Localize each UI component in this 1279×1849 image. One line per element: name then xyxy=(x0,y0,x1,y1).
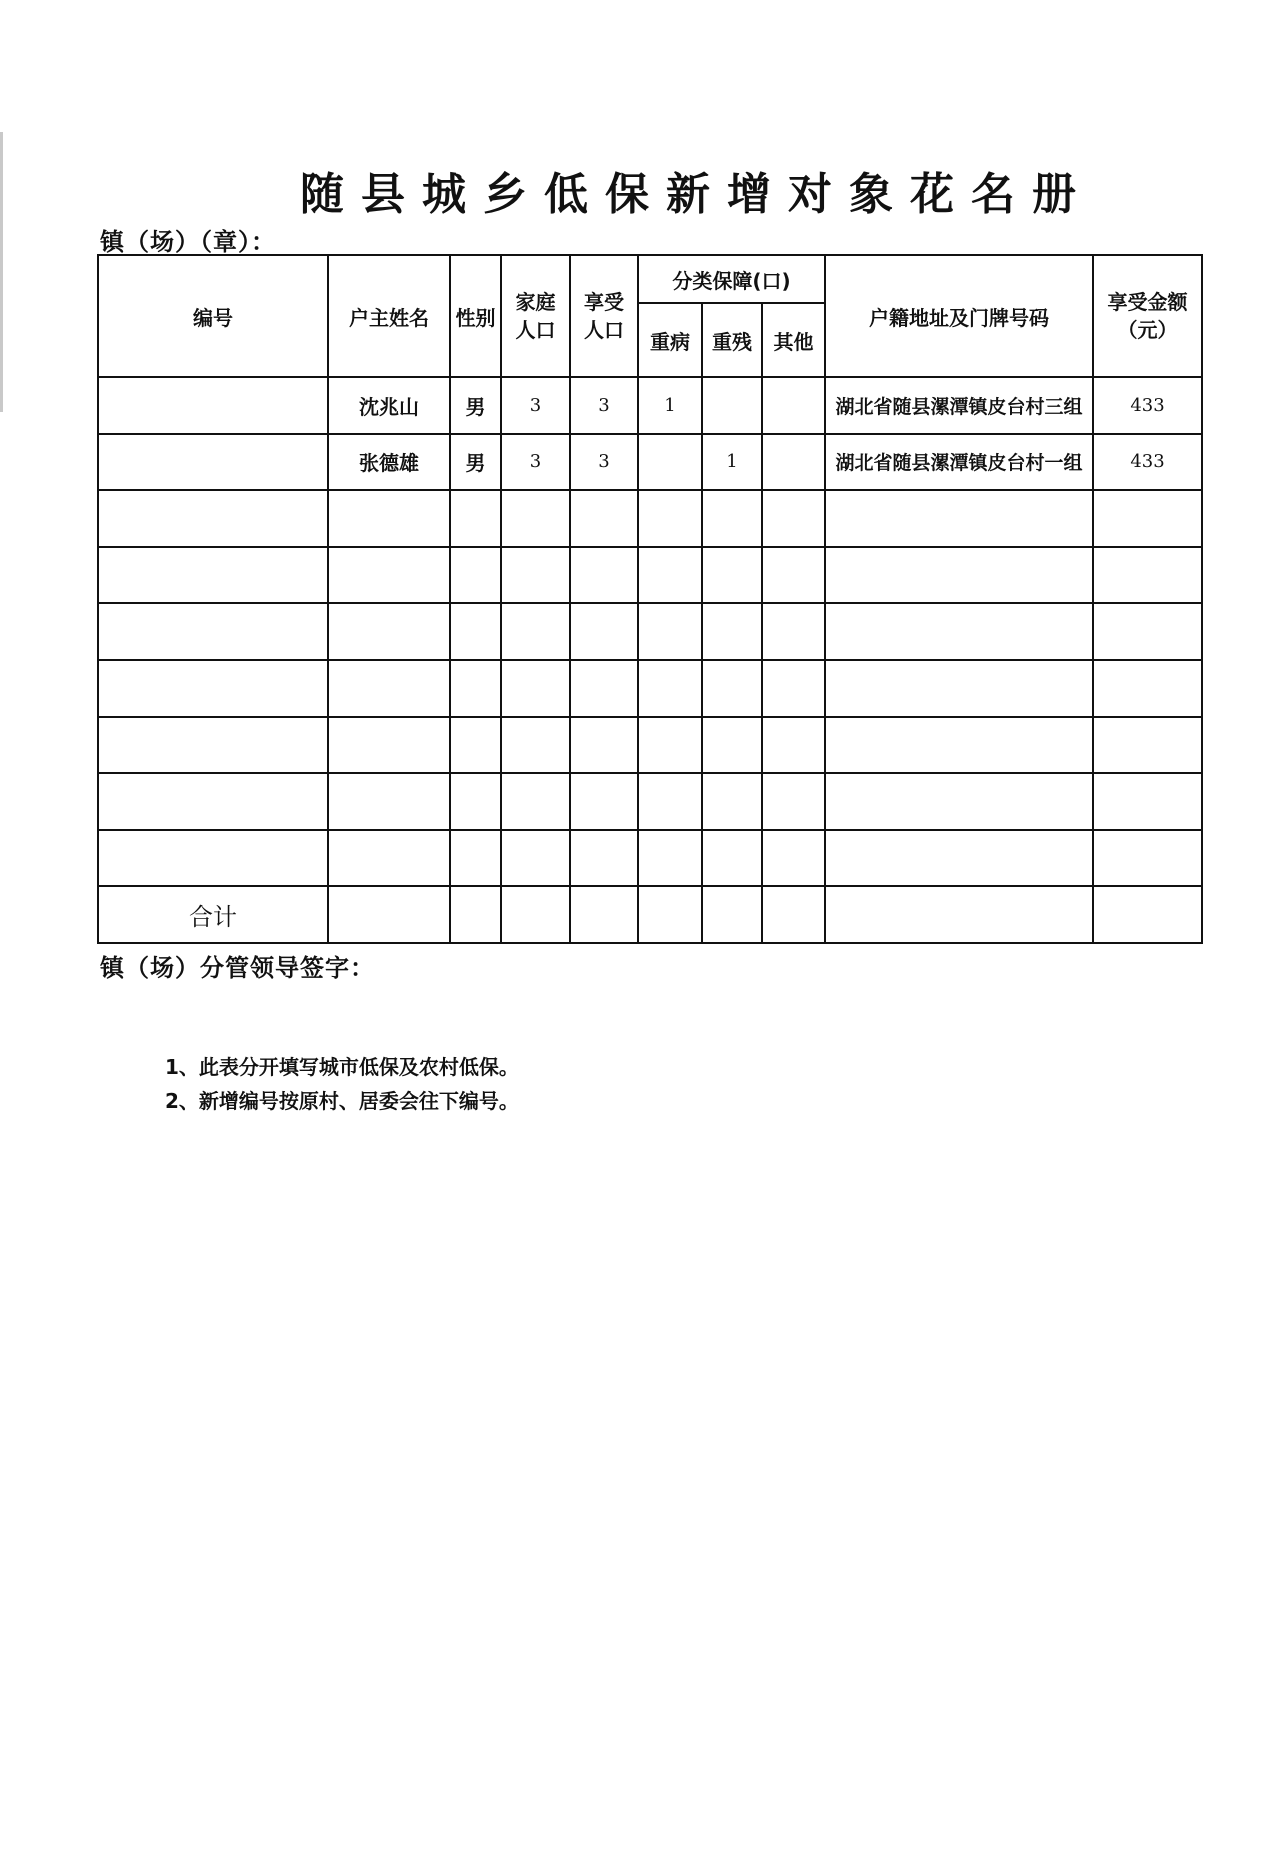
cell-severe-disability xyxy=(702,773,762,830)
cell-gender xyxy=(450,830,501,887)
cell-beneficiaries: 3 xyxy=(570,377,638,434)
cell-id xyxy=(98,830,328,887)
cell-amount xyxy=(1093,547,1202,604)
cell-other xyxy=(762,660,825,717)
cell-serious-illness xyxy=(638,660,702,717)
total-cell xyxy=(1093,886,1202,943)
cell-serious-illness: 1 xyxy=(638,377,702,434)
cell-name xyxy=(328,773,450,830)
total-cell xyxy=(762,886,825,943)
table-row xyxy=(98,660,1202,717)
table-row xyxy=(98,434,1202,491)
cell-severe-disability xyxy=(702,603,762,660)
header-gender: 性别 xyxy=(450,255,501,377)
cell-gender: 男 xyxy=(450,377,501,434)
cell-serious-illness xyxy=(638,773,702,830)
cell-id xyxy=(98,547,328,604)
cell-serious-illness xyxy=(638,717,702,774)
cell-severe-disability xyxy=(702,660,762,717)
cell-name xyxy=(328,490,450,547)
cell-severe-disability xyxy=(702,547,762,604)
cell-address xyxy=(825,717,1093,774)
note-item: 1、此表分开填写城市低保及农村低保。 xyxy=(165,1055,519,1079)
cell-severe-disability xyxy=(702,490,762,547)
town-stamp-label: 镇（场）（章）： xyxy=(100,228,276,256)
cell-amount: 433 xyxy=(1093,377,1202,434)
scan-edge-shadow xyxy=(0,132,3,412)
cell-address: 湖北省随县漯潭镇皮台村一组 xyxy=(825,434,1093,491)
cell-name: 沈兆山 xyxy=(328,377,450,434)
page-title: 随县城乡低保新增对象花名册 xyxy=(300,169,1093,220)
cell-gender: 男 xyxy=(450,434,501,491)
cell-beneficiaries xyxy=(570,490,638,547)
cell-amount xyxy=(1093,603,1202,660)
cell-household-size xyxy=(501,717,570,774)
cell-beneficiaries xyxy=(570,660,638,717)
header-name: 户主姓名 xyxy=(328,255,450,377)
cell-household-size xyxy=(501,547,570,604)
cell-severe-disability xyxy=(702,377,762,434)
cell-address xyxy=(825,660,1093,717)
header-address: 户籍地址及门牌号码 xyxy=(825,255,1093,377)
cell-name xyxy=(328,717,450,774)
cell-severe-disability: 1 xyxy=(702,434,762,491)
header-category-group: 分类保障(口) xyxy=(638,255,825,303)
total-label: 合计 xyxy=(98,886,328,943)
cell-beneficiaries: 3 xyxy=(570,434,638,491)
cell-address xyxy=(825,603,1093,660)
cell-household-size xyxy=(501,773,570,830)
header-beneficiaries xyxy=(570,255,638,377)
total-cell xyxy=(825,886,1093,943)
cell-address xyxy=(825,773,1093,830)
cell-severe-disability xyxy=(702,830,762,887)
cell-amount xyxy=(1093,717,1202,774)
cell-id xyxy=(98,377,328,434)
cell-serious-illness xyxy=(638,490,702,547)
cell-address xyxy=(825,830,1093,887)
cell-beneficiaries xyxy=(570,773,638,830)
cell-amount xyxy=(1093,830,1202,887)
cell-household-size xyxy=(501,660,570,717)
cell-other xyxy=(762,773,825,830)
total-cell xyxy=(570,886,638,943)
cell-other xyxy=(762,830,825,887)
cell-other xyxy=(762,717,825,774)
cell-household-size xyxy=(501,603,570,660)
cell-amount: 433 xyxy=(1093,434,1202,491)
cell-serious-illness xyxy=(638,830,702,887)
header-beneficiaries-text: 享受人口 xyxy=(584,290,624,342)
cell-amount xyxy=(1093,490,1202,547)
leader-signature-label: 镇（场）分管领导签字： xyxy=(100,954,375,982)
header-amount-text: 享受金额（元） xyxy=(1107,290,1188,342)
header-severe-disability: 重残 xyxy=(702,303,762,377)
cell-beneficiaries xyxy=(570,603,638,660)
table-row xyxy=(98,830,1202,887)
header-other: 其他 xyxy=(762,303,825,377)
header-id: 编号 xyxy=(98,255,328,377)
cell-household-size xyxy=(501,490,570,547)
header-serious-illness: 重病 xyxy=(638,303,702,377)
cell-gender xyxy=(450,773,501,830)
total-cell xyxy=(501,886,570,943)
cell-id xyxy=(98,717,328,774)
cell-gender xyxy=(450,547,501,604)
roster-table xyxy=(97,254,1203,944)
table-row xyxy=(98,773,1202,830)
cell-household-size: 3 xyxy=(501,377,570,434)
total-cell xyxy=(328,886,450,943)
header-household-size xyxy=(501,255,570,377)
cell-beneficiaries xyxy=(570,717,638,774)
table-row xyxy=(98,603,1202,660)
cell-household-size xyxy=(501,830,570,887)
cell-id xyxy=(98,434,328,491)
cell-serious-illness xyxy=(638,547,702,604)
total-cell xyxy=(450,886,501,943)
total-row xyxy=(98,886,1202,943)
header-household-size-text: 家庭人口 xyxy=(515,290,556,342)
cell-id xyxy=(98,490,328,547)
cell-gender xyxy=(450,490,501,547)
cell-gender xyxy=(450,717,501,774)
cell-name xyxy=(328,547,450,604)
cell-address xyxy=(825,547,1093,604)
cell-id xyxy=(98,773,328,830)
cell-gender xyxy=(450,603,501,660)
header-amount xyxy=(1093,255,1202,377)
table-row xyxy=(98,717,1202,774)
cell-beneficiaries xyxy=(570,830,638,887)
cell-id xyxy=(98,660,328,717)
cell-name xyxy=(328,660,450,717)
cell-amount xyxy=(1093,773,1202,830)
cell-other xyxy=(762,434,825,491)
total-cell xyxy=(638,886,702,943)
cell-name: 张德雄 xyxy=(328,434,450,491)
cell-serious-illness xyxy=(638,603,702,660)
cell-beneficiaries xyxy=(570,547,638,604)
table-row xyxy=(98,490,1202,547)
cell-name xyxy=(328,830,450,887)
cell-gender xyxy=(450,660,501,717)
cell-other xyxy=(762,490,825,547)
cell-amount xyxy=(1093,660,1202,717)
header-row-top xyxy=(98,255,1202,303)
cell-other xyxy=(762,603,825,660)
cell-other xyxy=(762,547,825,604)
cell-name xyxy=(328,603,450,660)
notes xyxy=(165,1050,519,1118)
total-cell xyxy=(702,886,762,943)
table-row xyxy=(98,377,1202,434)
cell-severe-disability xyxy=(702,717,762,774)
cell-other xyxy=(762,377,825,434)
cell-household-size: 3 xyxy=(501,434,570,491)
cell-serious-illness xyxy=(638,434,702,491)
cell-address: 湖北省随县漯潭镇皮台村三组 xyxy=(825,377,1093,434)
cell-address xyxy=(825,490,1093,547)
cell-id xyxy=(98,603,328,660)
note-item: 2、新增编号按原村、居委会往下编号。 xyxy=(165,1089,519,1113)
table-row xyxy=(98,547,1202,604)
